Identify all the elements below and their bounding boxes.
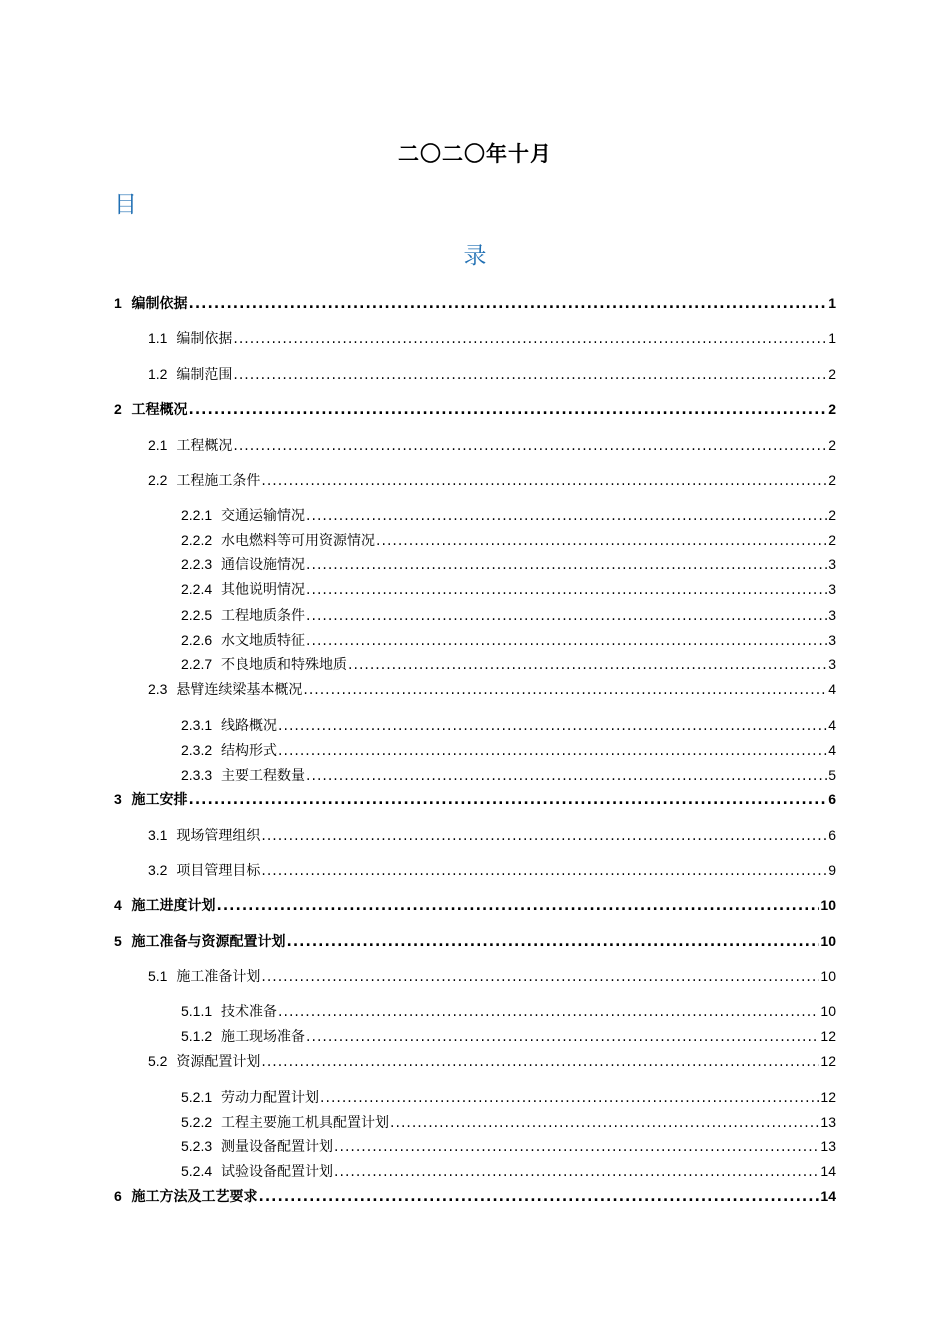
toc-entry-label: 项目管理目标: [176, 863, 261, 879]
toc-page-number: 14: [820, 1188, 836, 1204]
toc-entry-label: 资源配置计划: [176, 1054, 261, 1070]
toc-entry[interactable]: [114, 294, 836, 313]
toc-entry-title: [181, 766, 305, 785]
toc-page-number: 13: [820, 1138, 836, 1154]
toc-entry-title: [148, 365, 232, 384]
toc-entry-number: 2.2.3: [181, 556, 213, 572]
toc-entry[interactable]: [148, 861, 836, 880]
toc-page-number: 3: [828, 581, 836, 597]
toc-entry-number: 5.2.1: [181, 1089, 213, 1105]
toc-entry-title: [181, 506, 305, 525]
toc-entry-number: 2.2.1: [181, 507, 213, 523]
toc-page-number: 2: [828, 472, 836, 488]
toc-entry-number: 2.3.2: [181, 742, 213, 758]
toc-entry[interactable]: [181, 1113, 836, 1132]
toc-entry-label: 施工安排: [131, 792, 188, 808]
toc-entry-label: 工程主要施工机具配置计划: [221, 1115, 390, 1131]
toc-entry-label: 交通运输情况: [221, 508, 306, 524]
toc-dot-leader: [259, 1188, 820, 1206]
toc-page-number: 2: [828, 401, 836, 417]
toc-entry-number: 5.1.2: [181, 1028, 213, 1044]
toc-page-number: 2: [828, 532, 836, 548]
toc-entry-title: [181, 1162, 333, 1181]
toc-entry-label: 测量设备配置计划: [221, 1139, 334, 1155]
toc-entry-title: [181, 1088, 319, 1107]
toc-entry-title: [148, 436, 232, 455]
toc-entry[interactable]: [114, 932, 836, 951]
toc-entry-number: 2.2.5: [181, 607, 213, 623]
toc-page-number: 6: [828, 791, 836, 807]
toc-entry-title: [181, 531, 375, 550]
toc-entry[interactable]: [148, 471, 836, 490]
toc-entry-title: [148, 861, 260, 880]
toc-entry-number: 2.2: [148, 472, 168, 488]
toc-entry-label: 线路概况: [221, 718, 278, 734]
toc-entry-label: 其他说明情况: [221, 582, 306, 598]
toc-entry-label: 水文地质特征: [221, 633, 306, 649]
toc-entry-number: 2.2.2: [181, 532, 213, 548]
toc-dot-leader: [278, 717, 827, 735]
toc-entry[interactable]: [181, 580, 836, 599]
toc-entry-title: [181, 716, 277, 735]
toc-entry-number: 2.2.4: [181, 581, 213, 597]
toc-entry-title: [148, 471, 260, 490]
toc-entry[interactable]: [114, 896, 836, 915]
toc-entry-title: [181, 741, 277, 760]
toc-entry-title: [181, 655, 347, 674]
toc-entry-label: 编制依据: [176, 331, 233, 347]
toc-dot-leader: [306, 632, 827, 650]
toc-entry[interactable]: [181, 655, 836, 674]
toc-dot-leader: [306, 581, 827, 599]
toc-dot-leader: [320, 1089, 819, 1107]
toc-entry-title: [181, 1137, 333, 1156]
toc-title-part1: 目: [114, 192, 137, 218]
toc-entry-label: 试验设备配置计划: [221, 1164, 334, 1180]
toc-dot-leader: [306, 507, 827, 525]
toc-entry-number: 1: [114, 295, 122, 311]
toc-dot-leader: [306, 767, 827, 785]
toc-entry-number: 3.2: [148, 862, 168, 878]
toc-entry[interactable]: [181, 741, 836, 760]
toc-entry[interactable]: [181, 766, 836, 785]
toc-entry-number: 1.1: [148, 330, 168, 346]
toc-dot-leader: [348, 656, 827, 674]
toc-dot-leader: [306, 1028, 819, 1046]
toc-page-number: 14: [820, 1163, 836, 1179]
toc-entry[interactable]: [114, 1187, 836, 1206]
toc-dot-leader: [334, 1163, 819, 1181]
toc-page-number: 10: [820, 968, 836, 984]
toc-entry-number: 4: [114, 897, 122, 913]
toc-page-number: 13: [820, 1114, 836, 1130]
toc-entry-label: 施工方法及工艺要求: [131, 1189, 258, 1205]
toc-entry-title: [181, 555, 305, 574]
toc-dot-leader: [278, 1003, 819, 1021]
toc-entry-label: 编制依据: [131, 296, 188, 312]
toc-entry-title: [181, 606, 305, 625]
toc-entry-number: 2.3.3: [181, 767, 213, 783]
toc-entry-label: 施工准备计划: [176, 969, 261, 985]
toc-entry[interactable]: [148, 365, 836, 384]
toc-entry-title: [114, 932, 286, 951]
toc-page-number: 9: [828, 862, 836, 878]
toc-page-number: 4: [828, 717, 836, 733]
toc-dot-leader: [261, 827, 827, 845]
toc-entry-label: 通信设施情况: [221, 557, 306, 573]
toc-dot-leader: [278, 742, 827, 760]
toc-entry[interactable]: [181, 631, 836, 650]
toc-dot-leader: [261, 968, 819, 986]
toc-entry-title: [181, 631, 305, 650]
toc-page-number: 5: [828, 767, 836, 783]
toc-entry-number: 5: [114, 933, 122, 949]
toc-entry-number: 6: [114, 1188, 122, 1204]
toc-page-number: 3: [828, 607, 836, 623]
toc-entry[interactable]: [148, 967, 836, 986]
toc-page-number: 10: [820, 897, 836, 913]
toc-entry-number: 2: [114, 401, 122, 417]
toc-entry-number: 2.3: [148, 681, 168, 697]
toc-dot-leader: [189, 295, 828, 313]
toc-entry[interactable]: [181, 1088, 836, 1107]
toc-entry[interactable]: [181, 506, 836, 525]
toc-title-part2: 录: [463, 243, 487, 269]
toc-entry-label: 施工现场准备: [221, 1029, 306, 1045]
toc-entry[interactable]: [148, 826, 836, 845]
toc-page-number: 1: [828, 295, 836, 311]
toc-dot-leader: [390, 1114, 819, 1132]
toc-page-number: 10: [820, 1003, 836, 1019]
toc-entry[interactable]: [181, 1002, 836, 1021]
toc-entry-title: [148, 967, 260, 986]
toc-entry-number: 3.1: [148, 827, 168, 843]
toc-entry-title: [114, 294, 188, 313]
toc-dot-leader: [334, 1138, 819, 1156]
date-title: 二〇二〇年十月: [398, 142, 552, 166]
toc-entry-number: 1.2: [148, 366, 168, 382]
toc-page-number: 2: [828, 507, 836, 523]
toc-entry-label: 主要工程数量: [221, 768, 306, 784]
toc-page-number: 10: [820, 933, 836, 949]
toc-page-number: 3: [828, 632, 836, 648]
toc-entry[interactable]: [181, 531, 836, 550]
toc-page-number: 4: [828, 742, 836, 758]
toc-entry-number: 2.2.7: [181, 656, 213, 672]
toc-entry-title: [181, 1027, 305, 1046]
toc-entry-title: [181, 1002, 277, 1021]
toc-dot-leader: [303, 681, 827, 699]
toc-entry-label: 施工进度计划: [131, 898, 216, 914]
toc-dot-leader: [217, 897, 820, 915]
toc-page-number: 3: [828, 656, 836, 672]
toc-entry-label: 工程概况: [176, 438, 233, 454]
toc-entry-number: 5.2: [148, 1053, 168, 1069]
toc-dot-leader: [261, 1053, 819, 1071]
toc-entry-label: 不良地质和特殊地质: [221, 657, 348, 673]
toc-entry-title: [181, 580, 305, 599]
toc-page-number: 6: [828, 827, 836, 843]
toc-dot-leader: [261, 472, 827, 490]
toc-dot-leader: [233, 330, 827, 348]
toc-entry[interactable]: [181, 606, 836, 625]
toc-entry[interactable]: [114, 400, 836, 419]
toc-dot-leader: [233, 366, 827, 384]
toc-entry-title: [114, 1187, 258, 1206]
toc-dot-leader: [376, 532, 827, 550]
toc-entry-number: 2.1: [148, 437, 168, 453]
toc-entry-label: 工程施工条件: [176, 473, 261, 489]
toc-entry-title: [148, 1052, 260, 1071]
toc-entry-label: 施工准备与资源配置计划: [131, 934, 286, 950]
toc-entry-label: 现场管理组织: [176, 828, 261, 844]
toc-entry[interactable]: [148, 680, 836, 699]
toc-entry-title: [148, 329, 232, 348]
toc-entry-label: 悬臂连续梁基本概况: [176, 682, 303, 698]
toc-dot-leader: [261, 862, 827, 880]
toc-entry-number: 2.3.1: [181, 717, 213, 733]
toc-entry[interactable]: [114, 790, 836, 809]
toc-entry-title: [148, 826, 260, 845]
toc-page-number: 3: [828, 556, 836, 572]
toc-entry-number: 5.2.2: [181, 1114, 213, 1130]
toc-entry-title: [114, 896, 216, 915]
toc-page-number: 1: [828, 330, 836, 346]
toc-entry-number: 3: [114, 791, 122, 807]
toc-dot-leader: [287, 933, 820, 951]
toc-dot-leader: [306, 607, 827, 625]
toc-entry[interactable]: [181, 1137, 836, 1156]
toc-entry-title: [114, 790, 188, 809]
toc-entry-title: [114, 400, 188, 419]
toc-entry[interactable]: [181, 555, 836, 574]
toc-page-number: 12: [820, 1028, 836, 1044]
toc-entry-number: 2.2.6: [181, 632, 213, 648]
toc-entry[interactable]: [148, 1052, 836, 1071]
toc-entry-label: 水电燃料等可用资源情况: [221, 533, 376, 549]
toc-entry-label: 结构形式: [221, 743, 278, 759]
toc-entry-title: [148, 680, 302, 699]
toc-entry-number: 5.1: [148, 968, 168, 984]
toc-entry-label: 劳动力配置计划: [221, 1090, 320, 1106]
toc-entry[interactable]: [148, 329, 836, 348]
toc-dot-leader: [189, 791, 828, 809]
toc-page-number: 4: [828, 681, 836, 697]
toc-entry[interactable]: [181, 716, 836, 735]
toc-entry-number: 5.2.4: [181, 1163, 213, 1179]
toc-entry[interactable]: [181, 1027, 836, 1046]
toc-entry-label: 技术准备: [221, 1004, 278, 1020]
toc-entry-number: 5.1.1: [181, 1003, 213, 1019]
toc-dot-leader: [233, 437, 827, 455]
toc-entry-label: 工程地质条件: [221, 608, 306, 624]
toc-page-number: 2: [828, 366, 836, 382]
toc-page-number: 12: [820, 1053, 836, 1069]
toc-entry[interactable]: [148, 436, 836, 455]
toc-dot-leader: [306, 556, 827, 574]
toc-page-number: 12: [820, 1089, 836, 1105]
toc-entry-number: 5.2.3: [181, 1138, 213, 1154]
toc-entry-label: 工程概况: [131, 402, 188, 418]
toc-entry-label: 编制范围: [176, 367, 233, 383]
toc-page-number: 2: [828, 437, 836, 453]
toc-dot-leader: [189, 401, 828, 419]
toc-entry[interactable]: [181, 1162, 836, 1181]
toc-entry-title: [181, 1113, 389, 1132]
